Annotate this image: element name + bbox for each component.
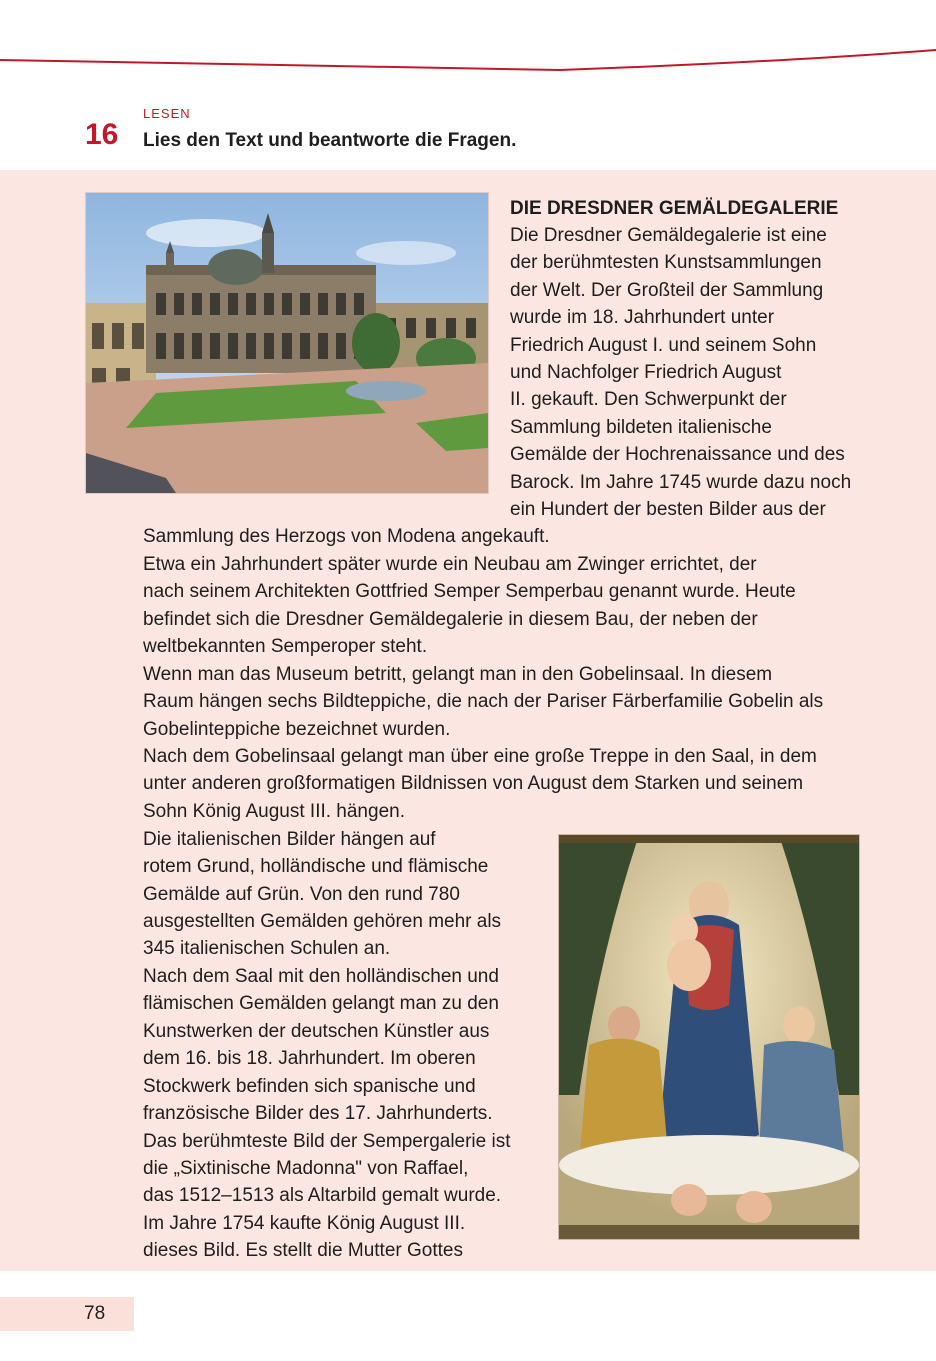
- column-line: 345 italienischen Schulen an.: [143, 938, 391, 959]
- intro-line: Sammlung bildeten italienische: [510, 417, 772, 438]
- intro-line: Barock. Im Jahre 1745 wurde dazu noch: [510, 472, 852, 493]
- body-line: Raum hängen sechs Bildteppiche, die nach der Pariser Färberfamilie Gobelin als: [143, 691, 824, 712]
- column-line: Kunstwerken der deutschen Künstler aus: [143, 1021, 490, 1042]
- body-line: befindet sich die Dresdner Gemäldegalerie in diesem Bau, der neben der: [143, 609, 758, 630]
- task-instruction: Lies den Text und beantworte die Fragen.: [143, 130, 517, 151]
- intro-line: Die Dresdner Gemäldegalerie ist eine: [510, 225, 827, 246]
- task-number: 16: [85, 118, 119, 151]
- column-line: dieses Bild. Es stellt die Mutter Gottes: [143, 1240, 463, 1261]
- column-line: rotem Grund, holländische und flämische: [143, 856, 489, 877]
- intro-line: und Nachfolger Friedrich August: [510, 362, 782, 383]
- body-line: nach seinem Architekten Gottfried Semper Semperbau genannt wurde. Heute: [143, 581, 796, 602]
- body-line: Sohn König August III. hängen.: [143, 801, 405, 822]
- intro-line: ein Hundert der besten Bilder aus der: [510, 499, 826, 520]
- header-rule: [0, 40, 936, 80]
- intro-line: der berühmtesten Kunstsammlungen: [510, 252, 822, 273]
- body-line: Wenn man das Museum betritt, gelangt man in den Gobelinsaal. In diesem: [143, 664, 773, 685]
- body-line: Nach dem Gobelinsaal gelangt man über eine große Treppe in den Saal, in dem: [143, 746, 817, 767]
- column-line: Stockwerk befinden sich spanische und: [143, 1076, 476, 1097]
- intro-line: II. gekauft. Den Schwerpunkt der: [510, 389, 787, 410]
- sistine-madonna-painting: [558, 834, 860, 1240]
- body-line: unter anderen großformatigen Bildnissen von August dem Starken und seinem: [143, 773, 804, 794]
- section-label: LESEN: [143, 106, 191, 121]
- intro-line: Friedrich August I. und seinem Sohn: [510, 335, 817, 356]
- page-number: 78: [84, 1303, 106, 1324]
- column-line: französische Bilder des 17. Jahrhunderts.: [143, 1103, 493, 1124]
- column-line: Nach dem Saal mit den holländischen und: [143, 966, 499, 987]
- body-line: Gobelinteppiche bezeichnet wurden.: [143, 719, 451, 740]
- column-line: Im Jahre 1754 kaufte König August III.: [143, 1213, 466, 1234]
- column-line: Das berühmteste Bild der Sempergalerie ist: [143, 1131, 511, 1152]
- body-line: weltbekannten Semperoper steht.: [143, 636, 428, 657]
- column-line: die „Sixtinische Madonna" von Raffael,: [143, 1158, 469, 1179]
- column-line: Gemälde auf Grün. Von den rund 780: [143, 884, 460, 905]
- body-line: Etwa ein Jahrhundert später wurde ein Neubau am Zwinger errichtet, der: [143, 554, 757, 575]
- intro-line: der Welt. Der Großteil der Sammlung: [510, 280, 824, 301]
- column-line: Die italienischen Bilder hängen auf: [143, 829, 436, 850]
- intro-line: wurde im 18. Jahrhundert unter: [510, 307, 775, 328]
- intro-line: Gemälde der Hochrenaissance und des: [510, 444, 845, 465]
- body-line: Sammlung des Herzogs von Modena angekauft.: [143, 526, 550, 547]
- column-line: ausgestellten Gemälden gehören mehr als: [143, 911, 502, 932]
- column-line: flämischen Gemälden gelangt man zu den: [143, 993, 499, 1014]
- column-line: das 1512–1513 als Altarbild gemalt wurde.: [143, 1185, 502, 1206]
- column-line: dem 16. bis 18. Jahrhundert. Im oberen: [143, 1048, 476, 1069]
- page-number-tab: [0, 1297, 134, 1331]
- zwinger-photo: [85, 192, 489, 494]
- article-title: DIE DRESDNER GEMÄLDEGALERIE: [510, 198, 839, 219]
